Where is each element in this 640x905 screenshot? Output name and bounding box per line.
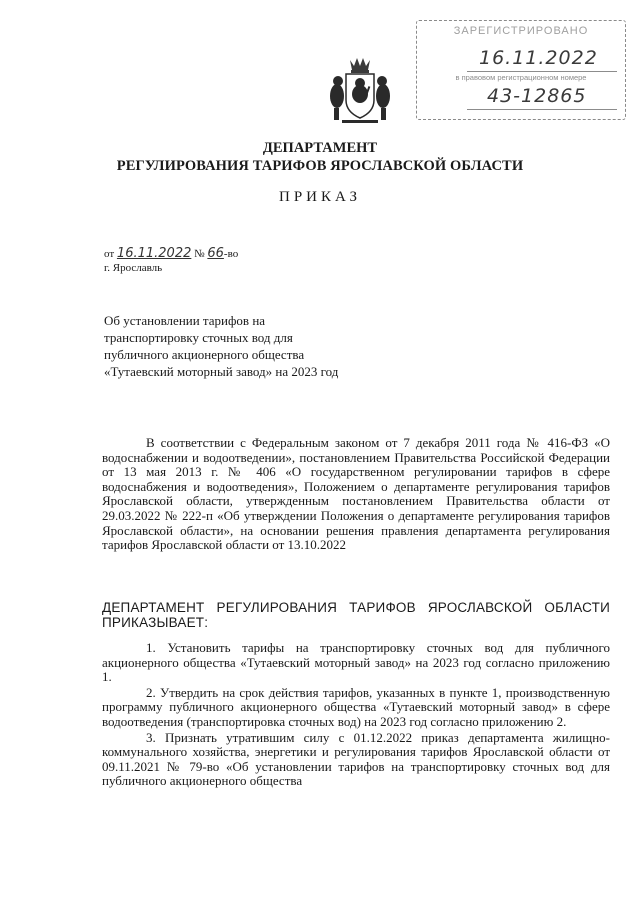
department-line1: ДЕПАРТАМЕНТ [262, 140, 378, 156]
order-item-1: 1. Установить тарифы на транспортировку сточных вод для публичного акционерного общества «Тутаевский моторный завод» на 2023 год согласно приложению 1. [102, 640, 610, 685]
order-statement: ДЕПАРТАМЕНТ РЕГУЛИРОВАНИЯ ТАРИФОВ ЯРОСЛАВСКОЙ ОБЛАСТИ ПРИКАЗЫВАЕТ: [102, 600, 610, 630]
preamble-block [102, 436, 610, 553]
date-prefix: от [104, 248, 115, 260]
number-prefix: № [194, 248, 205, 260]
order-item-3: 3. Признать утратившим силу с 01.12.2022 приказ департамента жилищно-коммунального хозяйства, энергетики и регулирования тарифов Ярославской области от 09.11.2021 № 79-во «Об установлении тарифов на транспортировку сточных вод для публичного акционерного общества [102, 729, 610, 789]
department-header [0, 139, 640, 175]
city: г. Ярославль [104, 262, 163, 274]
preamble-paragraph: В соответствии с Федеральным законом от 7 декабря 2011 года № 416-ФЗ «О водоснабжении и водоотведении», постановлением Правительства Российской Федерации от 13 мая 2013 г. № 406 «О государственном регулировании тарифов в сфере водоснабжения и водоотведения», Положением о департаменте регулирования тарифов Ярославской области, утвержденным постановлением Правительства области от 29.03.2022 № 222-п «Об утверждении Положения о департаменте регулирования тарифов Ярославской области», на основании решения правления департамента регулирования тарифов Ярославской области от 13.10.2022 [102, 435, 610, 553]
stamp-rule [467, 109, 617, 110]
stamp-date: 16.11.2022 [479, 47, 598, 69]
order-date-line [104, 246, 238, 261]
number-suffix: -во [223, 248, 239, 260]
department-line2: РЕГУЛИРОВАНИЯ ТАРИФОВ ЯРОСЛАВСКОЙ ОБЛАСТИ [116, 158, 524, 174]
document-type: ПРИКАЗ [279, 189, 361, 205]
stamp-caption: в правовом регистрационном номере [455, 73, 587, 82]
order-date: 16.11.2022 [116, 246, 192, 261]
stamp-number: 43-12865 [487, 85, 587, 107]
stamp-header: ЗАРЕГИСТРИРОВАНО [453, 25, 589, 37]
coat-of-arms-icon [328, 56, 392, 126]
registration-stamp [416, 20, 626, 120]
order-number: 66 [207, 246, 224, 261]
order-item-2: 2. Утвердить на срок действия тарифов, указанных в пункте 1, производственную программу публичного акционерного общества «Тутаевский моторный завод» в сфере водоотведения (транспортировка сточных вод) на 2023 год согласно приложению 2. [102, 684, 610, 729]
stamp-rule [467, 71, 617, 72]
order-items [102, 641, 610, 790]
order-subject: Об установлении тарифов на транспортировку сточных вод для публичного акционерного общества «Тутаевский моторный завод» на 2023 год [104, 313, 339, 379]
